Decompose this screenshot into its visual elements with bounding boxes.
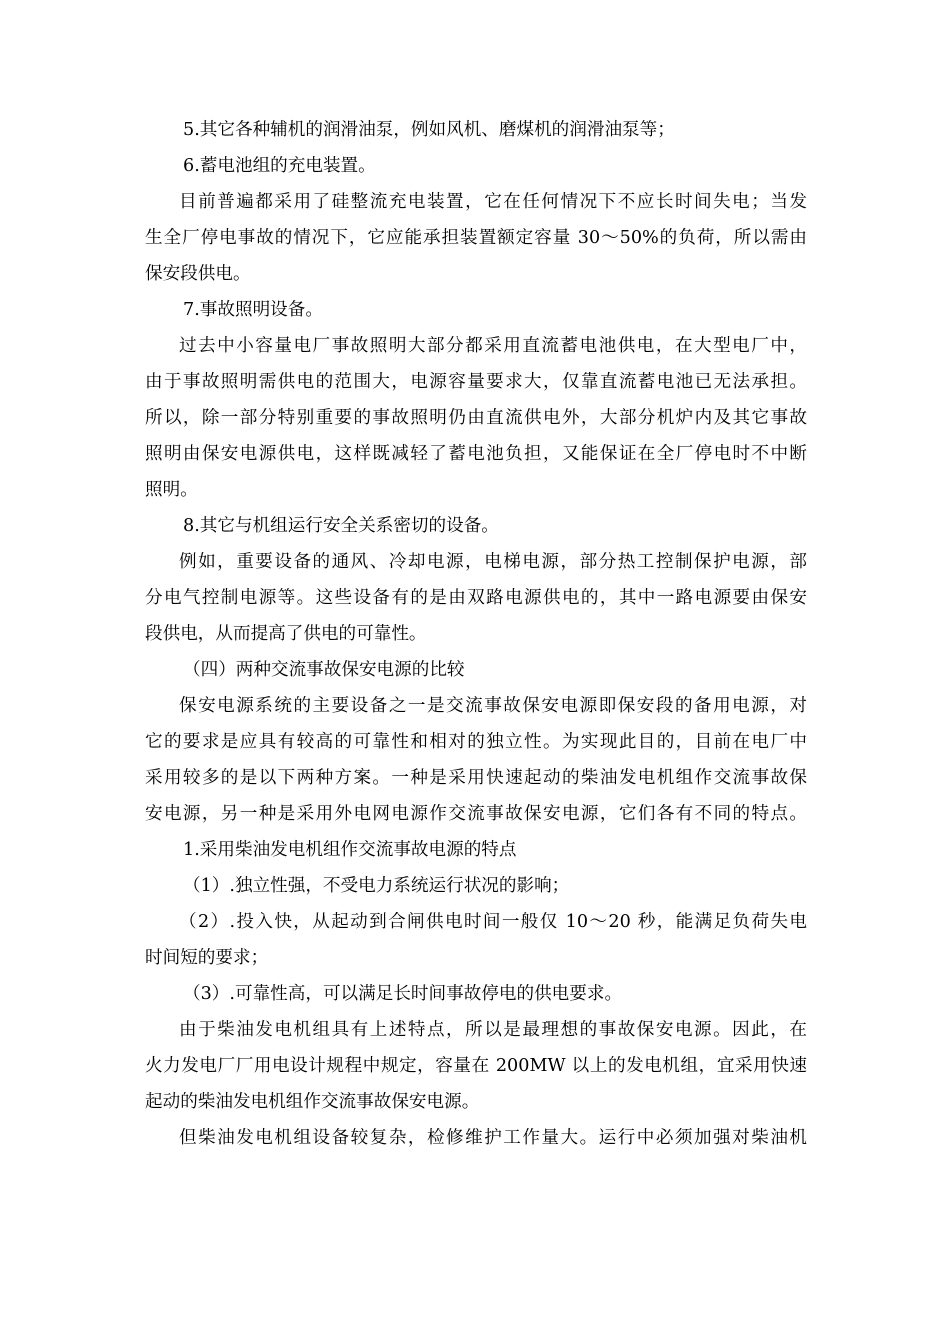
- text-line: 但柴油发电机组设备较复杂，检修维护工作量大。运行中必须加强对柴油机: [179, 1128, 807, 1148]
- text-line: 安电源，另一种是采用外电网电源作交流事故保安电源，它们各有不同的特点。: [145, 804, 807, 824]
- text-line: 火力发电厂厂用电设计规程中规定，容量在 200MW 以上的发电机组，宜采用快速: [145, 1056, 807, 1076]
- text-line: 分电气控制电源等。这些设备有的是由双路电源供电的，其中一路电源要由保安: [145, 588, 807, 608]
- text-line: 所以，除一部分特别重要的事故照明仍由直流供电外，大部分机炉内及其它事故: [145, 408, 807, 428]
- text-line: 过去中小容量电厂事故照明大部分都采用直流蓄电池供电，在大型电厂中，: [179, 336, 807, 356]
- text-line: 照明。: [145, 480, 198, 500]
- text-line: 1.采用柴油发电机组作交流事故电源的特点: [183, 840, 517, 860]
- text-line: 起动的柴油发电机组作交流事故保安电源。: [145, 1092, 480, 1112]
- text-line: 保安电源系统的主要设备之一是交流事故保安电源即保安段的备用电源，对: [179, 696, 807, 716]
- text-line: 目前普遍都采用了硅整流充电装置，它在任何情况下不应长时间失电；当发: [179, 192, 807, 212]
- text-line: 保安段供电。: [145, 264, 251, 284]
- text-line: 6.蓄电池组的充电装置。: [183, 156, 376, 176]
- section-heading: （四）两种交流事故保安电源的比较: [183, 660, 465, 680]
- text-line: 它的要求是应具有较高的可靠性和相对的独立性。为实现此目的，目前在电厂中: [145, 732, 807, 752]
- text-line: 7.事故照明设备。: [183, 300, 323, 320]
- text-line: （2）.投入快，从起动到合闸供电时间一般仅 10～20 秒，能满足负荷失电: [179, 912, 807, 932]
- text-line: 例如，重要设备的通风、冷却电源，电梯电源，部分热工控制保护电源，部: [179, 552, 807, 572]
- text-line: 采用较多的是以下两种方案。一种是采用快速起动的柴油发电机组作交流事故保: [145, 768, 807, 788]
- text-line: （3）.可靠性高，可以满足长时间事故停电的供电要求。: [183, 984, 623, 1004]
- text-line: 由于事故照明需供电的范围大，电源容量要求大，仅靠直流蓄电池已无法承担。: [145, 372, 807, 392]
- text-line: 段供电，从而提高了供电的可靠性。: [145, 624, 427, 644]
- text-line: 5.其它各种辅机的润滑油泵，例如风机、磨煤机的润滑油泵等；: [183, 120, 675, 140]
- text-line: 8.其它与机组运行安全关系密切的设备。: [183, 516, 499, 536]
- text-line: 由于柴油发电机组具有上述特点，所以是最理想的事故保安电源。因此，在: [179, 1020, 807, 1040]
- text-line: 生全厂停电事故的情况下，它应能承担装置额定容量 30～50%的负荷，所以需由: [145, 228, 807, 248]
- text-line: 时间短的要求；: [145, 948, 269, 968]
- text-line: 照明由保安电源供电，这样既减轻了蓄电池负担，又能保证在全厂停电时不中断: [145, 444, 807, 464]
- text-line: （1）.独立性强，不受电力系统运行状况的影响；: [183, 876, 570, 896]
